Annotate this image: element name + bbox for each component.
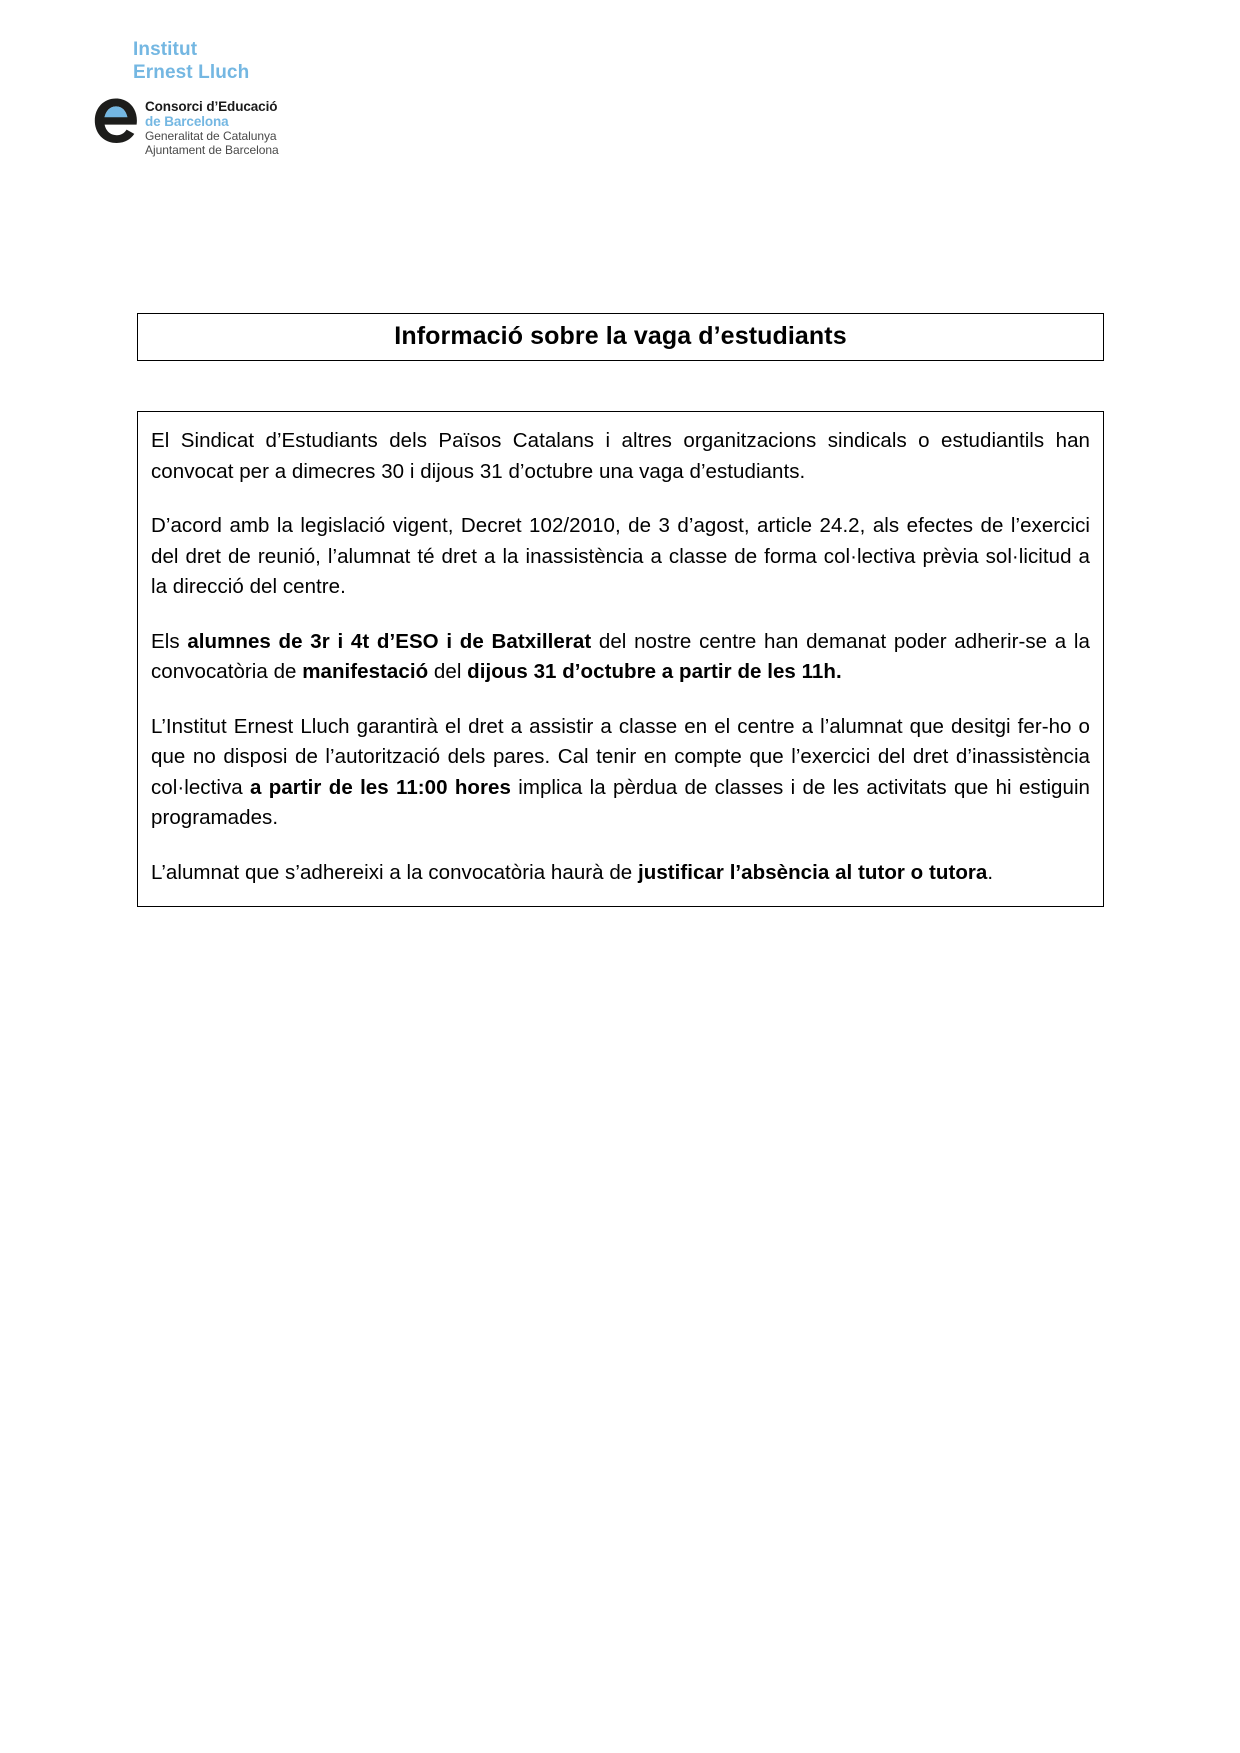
school-name-line1: Institut [133, 39, 198, 60]
paragraph-legislacio [151, 511, 1090, 603]
document-body-box [137, 411, 1104, 907]
body-text: Els [151, 629, 188, 653]
body-text: El Sindicat d’Estudiants dels Països Catalans i altres organitzacions sindicals o estudiantils han convocat per a dimecres 30 i dijous 31 d’octubre una vaga d’estudiants. [151, 429, 1090, 483]
body-text: L’Institut Ernest Lluch garantirà el dret a assistir a classe en el centre a l’alumnat que desitgi fer-ho o que no disposi de l’autorització dels pares. Cal tenir en compte que l’exercici del dret d’inassistència col·lectiva [151, 714, 1090, 799]
body-text: . [987, 860, 994, 884]
body-text: implica la pèrdua de classes i de les activitats que hi estiguin programades. [151, 775, 1091, 829]
consorci-generalitat: Generalitat de Catalunya [145, 129, 277, 143]
paragraph-convocatoria [151, 426, 1090, 487]
paragraph-alumnes [151, 627, 1090, 688]
consorci-ajuntament: Ajuntament de Barcelona [145, 143, 279, 157]
body-text: del nostre centre han demanat poder adherir-se a la convocatòria de [151, 629, 1090, 683]
school-name [133, 38, 513, 84]
consorci-logo-block [93, 95, 513, 157]
body-text: D’acord amb la legislació vigent, Decret 102/2010, de 3 d’agost, article 24.2, als efectes de l’exercici del dret de reunió, l’alumnat té dret a la inassistència a classe de forma col·lectiva prèvia sol·licitud a la direcció del centre. [151, 514, 1090, 598]
paragraph-justificacio [151, 858, 1090, 889]
consorci-e-logo-icon [93, 96, 139, 146]
letterhead [93, 38, 513, 157]
emphasis-text: dijous 31 d’octubre a partir de les 11h. [467, 660, 842, 683]
school-name-line2: Ernest Lluch [133, 62, 250, 83]
consorci-subtitle: de Barcelona [145, 114, 229, 129]
paragraph-garantia [151, 712, 1090, 834]
emphasis-text: alumnes de 3r i 4t d’ESO i de Batxillerat [187, 629, 592, 653]
page-title: Informació sobre la vaga d’estudiants [394, 322, 847, 350]
consorci-title: Consorci d’Educació [145, 99, 278, 114]
consorci-text-block [145, 95, 279, 157]
emphasis-text: manifestació [302, 660, 429, 683]
emphasis-text: justificar l’absència al tutor o tutora [638, 860, 988, 884]
emphasis-text: a partir de les 11:00 hores [250, 775, 511, 799]
body-text: del [428, 660, 468, 683]
document-title-box [137, 313, 1104, 361]
body-text: L’alumnat que s’adhereixi a la convocatòria haurà de [151, 860, 638, 884]
